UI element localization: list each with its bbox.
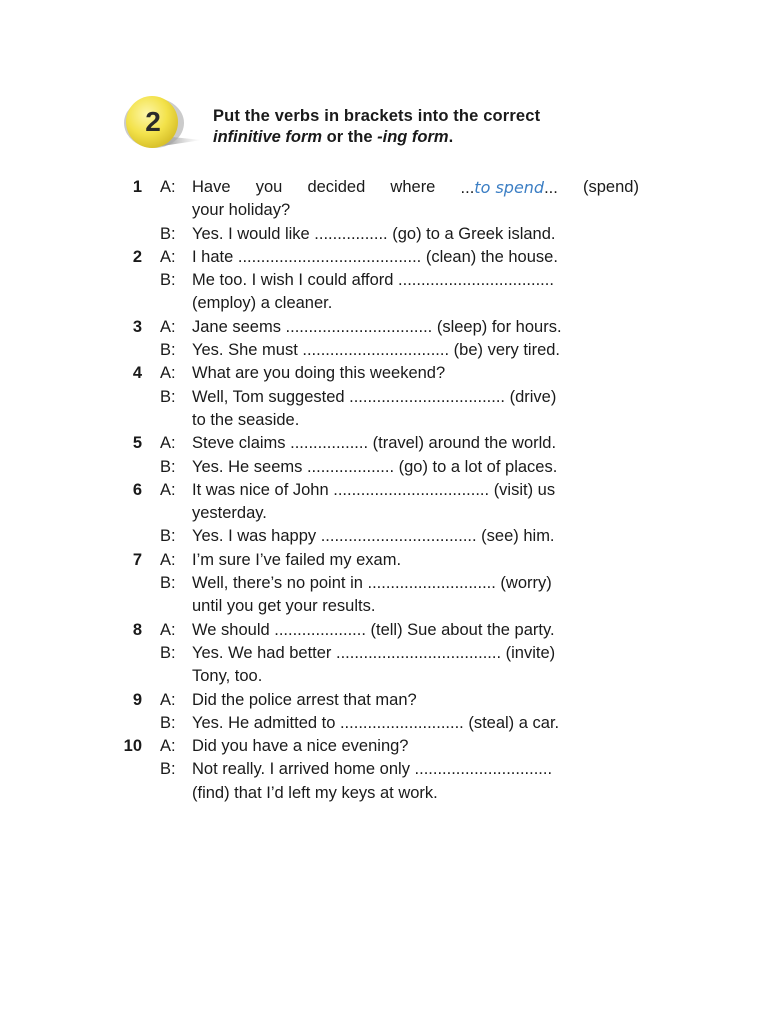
word: where: [390, 178, 436, 196]
exercise-line: [0, 339, 768, 362]
item-number: 10: [123, 737, 142, 756]
speaker-label: A:: [160, 317, 176, 336]
line-text: Jane seems ................................ (sleep) for hours.: [192, 317, 562, 336]
exercise-line: [0, 619, 768, 642]
item-number: 2: [132, 247, 142, 266]
example-answer-group: [461, 176, 558, 200]
exercise-instruction: [213, 106, 653, 148]
answer-dots: ...: [460, 179, 475, 197]
word: (spend): [583, 178, 639, 196]
line-text: your holiday?: [192, 201, 291, 220]
speaker-label: B:: [160, 527, 176, 546]
exercise-line: [0, 432, 768, 455]
exercise-line: [0, 456, 768, 479]
speaker-label: A:: [160, 480, 176, 499]
exercise-line: [0, 176, 768, 199]
line-text: Tony, too.: [192, 667, 263, 686]
speaker-label: A:: [160, 550, 176, 569]
line-text: Did the police arrest that man?: [192, 690, 417, 709]
line-text: Yes. I was happy .................................. (see) him.: [192, 527, 555, 546]
exercise-line: [0, 712, 768, 735]
item-number: 8: [132, 620, 142, 639]
line-text: Yes. I would like ................ (go) to a Greek island.: [192, 224, 556, 243]
speaker-label: B:: [160, 387, 176, 406]
exercise-line: [0, 782, 768, 805]
item-number: 6: [132, 480, 142, 499]
item-number: 9: [132, 690, 142, 709]
line-text: Well, Tom suggested .................................. (drive): [192, 387, 557, 406]
exercise-number: 2: [145, 106, 161, 137]
speaker-label: A:: [160, 178, 176, 196]
exercise-line: [0, 269, 768, 292]
line-text: Yes. He admitted to ........................... (steal) a car.: [192, 713, 560, 732]
line-text: Yes. She must ................................ (be) very tired.: [192, 341, 561, 360]
line-text: Not really. I arrived home only ..............................: [192, 760, 553, 779]
speaker-label: B:: [160, 574, 176, 593]
example-answer: to spend: [474, 178, 545, 197]
exercise-line: [0, 292, 768, 315]
line-text: We should .................... (tell) Sue about the party.: [192, 620, 555, 639]
line-text: Did you have a nice evening?: [192, 737, 409, 756]
exercise-line: [0, 572, 768, 595]
exercise-line: [0, 735, 768, 758]
item-number: 1: [132, 178, 142, 196]
exercise-line: [0, 502, 768, 525]
line-text: yesterday.: [192, 504, 267, 523]
exercise-line: [0, 316, 768, 339]
exercise-line: [0, 595, 768, 618]
line-text: Well, there’s no point in ............................ (worry): [192, 574, 552, 593]
line-text: (find) that I’d left my keys at work.: [192, 783, 438, 802]
speaker-label: B:: [160, 643, 176, 662]
exercise-line: [0, 689, 768, 712]
speaker-label: A:: [160, 690, 176, 709]
speaker-label: A:: [160, 737, 176, 756]
speaker-label: B:: [160, 713, 176, 732]
speaker-label: B:: [160, 760, 176, 779]
word: decided: [307, 178, 366, 196]
line-text: What are you doing this weekend?: [192, 364, 446, 383]
exercise-items: [0, 176, 768, 805]
answer-dots: ...: [544, 179, 558, 197]
item-number: 3: [132, 317, 142, 336]
exercise-line: [0, 758, 768, 781]
line-text: until you get your results.: [192, 597, 376, 616]
item-number: 5: [132, 434, 142, 453]
item-number: 7: [132, 550, 142, 569]
word: Have: [192, 178, 231, 196]
instruction-italic-1: infinitive form: [213, 128, 323, 146]
exercise-line: [0, 199, 768, 222]
line-text: Yes. He seems ................... (go) to a lot of places.: [192, 457, 558, 476]
exercise-line: [0, 409, 768, 432]
speaker-label: A:: [160, 247, 176, 266]
instruction-line-1: Put the verbs in brackets into the correct: [213, 107, 541, 125]
exercise-line: [0, 223, 768, 246]
exercise-line: [0, 642, 768, 665]
exercise-line: [0, 362, 768, 385]
exercise-line: [0, 525, 768, 548]
item-number: 4: [132, 364, 142, 383]
line-text: Yes. We had better .................................... (invite): [192, 643, 556, 662]
speaker-label: B:: [160, 271, 176, 290]
line-text: I’m sure I’ve failed my exam.: [192, 550, 402, 569]
speaker-label: A:: [160, 364, 176, 383]
exercise-line: [0, 386, 768, 409]
word: you: [255, 178, 283, 196]
speaker-label: B:: [160, 457, 176, 476]
line-text: It was nice of John .................................. (visit) us: [192, 480, 556, 499]
speaker-label: A:: [160, 434, 176, 453]
exercise-line: [0, 246, 768, 269]
speaker-label: B:: [160, 341, 176, 360]
exercise-line: [0, 549, 768, 572]
instruction-italic-2: -ing form: [377, 128, 449, 146]
instruction-end: .: [448, 128, 454, 146]
line-text: [192, 176, 639, 200]
instruction-mid: or the: [322, 128, 378, 146]
line-text: (employ) a cleaner.: [192, 294, 333, 313]
line-text: Steve claims ................. (travel) around the world.: [192, 434, 557, 453]
line-text: to the seaside.: [192, 410, 300, 429]
line-text: I hate ........................................ (clean) the house.: [192, 247, 558, 266]
exercise-number-badge: [118, 96, 204, 154]
exercise-line: [0, 479, 768, 502]
line-text: Me too. I wish I could afford ..................................: [192, 271, 554, 290]
exercise-line: [0, 665, 768, 688]
speaker-label: A:: [160, 620, 176, 639]
instruction-line-2: [213, 127, 653, 148]
speaker-label: B:: [160, 224, 176, 243]
